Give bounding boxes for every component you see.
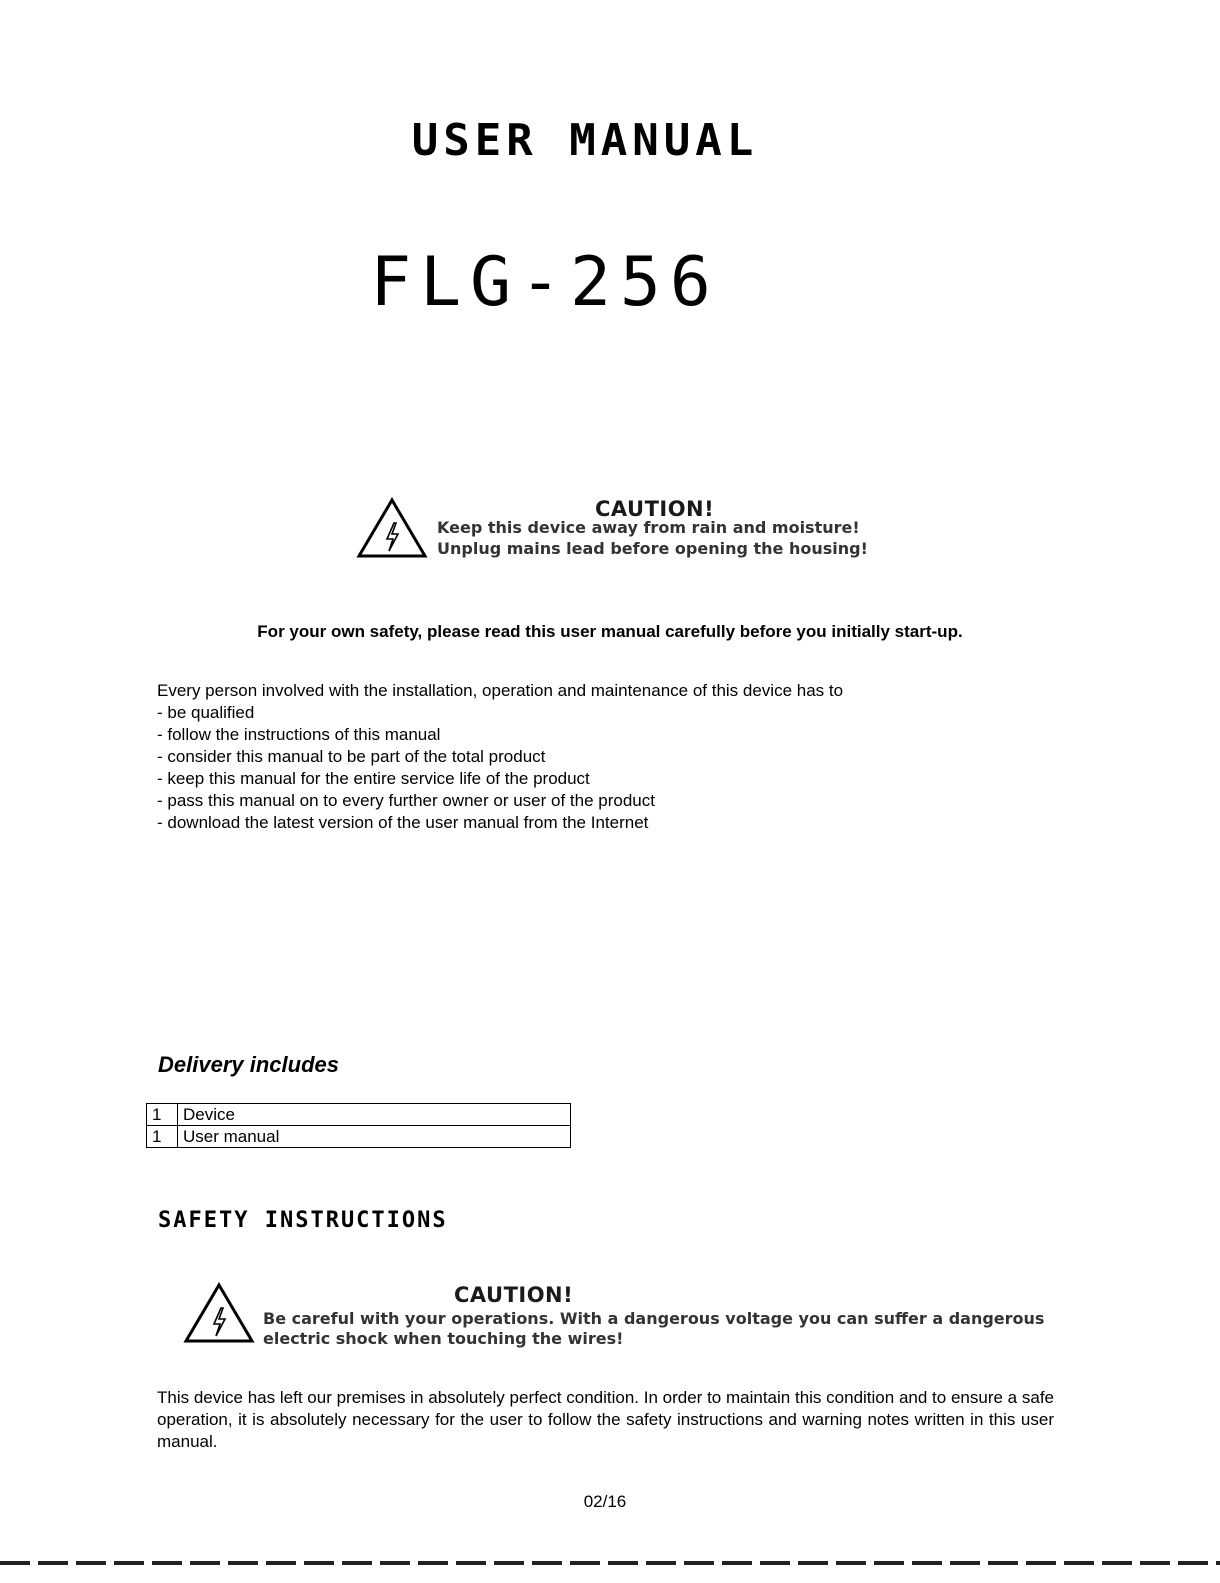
qty-cell: 1 [147, 1126, 178, 1148]
caution-line: Be careful with your operations. With a dangerous voltage you can suffer a dangerous [263, 1309, 1045, 1328]
safety-instructions-heading: SAFETY INSTRUCTIONS [158, 1208, 448, 1233]
list-item: - download the latest version of the user manual from the Internet [157, 813, 649, 832]
table-row [147, 1104, 571, 1126]
caution-line: electric shock when touching the wires! [263, 1329, 624, 1348]
caution-line: Unplug mains lead before opening the housing! [437, 539, 868, 558]
list-item: - pass this manual on to every further owner or user of the product [157, 791, 655, 810]
safety-body-paragraph: This device has left our premises in absolutely perfect condition. In order to maintain this condition and to ensure a safe operation, it is absolutely necessary for the user to follow the safety instructions and warning notes written in this user manual. [157, 1388, 1054, 1451]
list-item: - keep this manual for the entire service life of the product [157, 769, 590, 788]
caution-heading: CAUTION! [454, 1283, 574, 1307]
qty-cell: 1 [147, 1104, 178, 1126]
caution-heading: CAUTION! [595, 497, 715, 521]
list-item: - follow the instructions of this manual [157, 725, 441, 744]
page-number: 02/16 [583, 1492, 627, 1511]
model-name: FLG-256 [370, 243, 720, 322]
bottom-divider [0, 1561, 1220, 1565]
intro-lead: Every person involved with the installation, operation and maintenance of this device has to [157, 681, 844, 700]
list-item: - consider this manual to be part of the total product [157, 747, 546, 766]
safety-note: For your own safety, please read this user manual carefully before you initially start-up. [257, 622, 963, 641]
document-title: USER MANUAL [411, 115, 759, 166]
delivery-heading: Delivery includes [158, 1052, 339, 1077]
caution-line: Keep this device away from rain and moisture! [437, 518, 860, 537]
delivery-table [146, 1103, 571, 1148]
list-item: - be qualified [157, 703, 255, 722]
intro-block [157, 680, 843, 834]
item-cell: Device [178, 1104, 571, 1126]
table-row [147, 1126, 571, 1148]
high-voltage-warning-icon [356, 497, 428, 559]
high-voltage-warning-icon [183, 1282, 255, 1344]
item-cell: User manual [178, 1126, 571, 1148]
